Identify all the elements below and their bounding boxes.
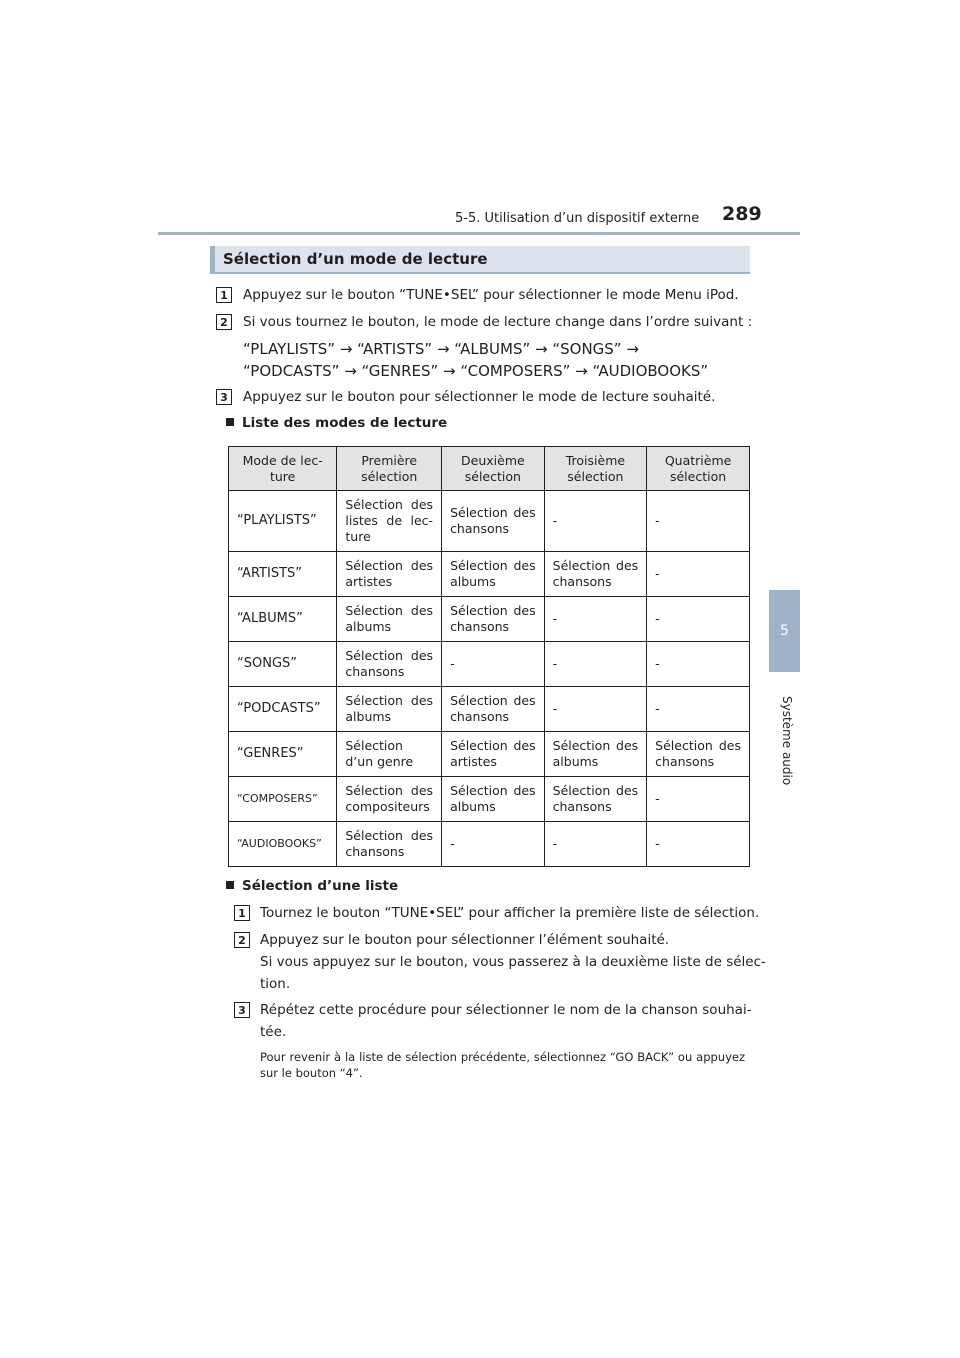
table-header: Deuxième sélection bbox=[442, 447, 545, 491]
table-cell: Sélection des listes de lec-ture bbox=[337, 491, 442, 552]
table-cell: Sélection des chansons bbox=[442, 597, 545, 642]
table-cell: Sélection des artistes bbox=[337, 552, 442, 597]
table-row bbox=[229, 687, 750, 732]
table-cell: “PLAYLISTS” bbox=[229, 491, 337, 552]
table-cell: Sélection des chansons bbox=[544, 552, 647, 597]
bullet-square-icon bbox=[226, 418, 234, 426]
table-cell: - bbox=[647, 597, 750, 642]
section-title: Sélection d’un mode de lecture bbox=[223, 250, 488, 268]
list-step-text-2c: tion. bbox=[260, 976, 291, 992]
table-row bbox=[229, 822, 750, 867]
table-header: Mode de lec-ture bbox=[229, 447, 337, 491]
table-cell: “COMPOSERS” bbox=[229, 777, 337, 822]
table-cell: “ARTISTS” bbox=[229, 552, 337, 597]
table-row bbox=[229, 777, 750, 822]
table-cell: Sélection des albums bbox=[337, 597, 442, 642]
table-cell: “AUDIOBOOKS” bbox=[229, 822, 337, 867]
list-step-text-2b: Si vous appuyez sur le bouton, vous passerez à la deuxième liste de sélec- bbox=[260, 954, 766, 970]
table-row bbox=[229, 552, 750, 597]
section-header-text: 5-5. Utilisation d’un dispositif externe bbox=[455, 211, 700, 226]
step-badge-3: 3 bbox=[234, 1002, 250, 1018]
bullet-square-icon bbox=[226, 881, 234, 889]
page-number: 289 bbox=[722, 203, 762, 225]
table-cell: - bbox=[544, 491, 647, 552]
list-modes-heading-text: Liste des modes de lecture bbox=[242, 415, 448, 431]
chapter-number: 5 bbox=[780, 623, 789, 639]
table-cell: Sélection des albums bbox=[442, 552, 545, 597]
table-cell: “GENRES” bbox=[229, 732, 337, 777]
table-row bbox=[229, 642, 750, 687]
step-badge-2: 2 bbox=[234, 932, 250, 948]
table-cell: Sélection des albums bbox=[337, 687, 442, 732]
table-cell: Sélection des chansons bbox=[442, 687, 545, 732]
table-cell: - bbox=[544, 822, 647, 867]
table-cell: - bbox=[442, 642, 545, 687]
modes-table bbox=[228, 446, 750, 867]
step-text-2: Si vous tournez le bouton, le mode de lecture change dans l’ordre suivant : bbox=[243, 314, 753, 330]
table-header: Troisième sélection bbox=[544, 447, 647, 491]
table-cell: Sélection des artistes bbox=[442, 732, 545, 777]
table-cell: - bbox=[442, 822, 545, 867]
step-badge-1: 1 bbox=[216, 287, 232, 303]
table-cell: “PODCASTS” bbox=[229, 687, 337, 732]
table-header: Première sélection bbox=[337, 447, 442, 491]
mode-order-line-1: “PLAYLISTS” → “ARTISTS” → “ALBUMS” → “SONGS” → bbox=[243, 340, 639, 358]
table-cell: “ALBUMS” bbox=[229, 597, 337, 642]
note-text: Pour revenir à la liste de sélection précédente, sélectionnez “GO BACK” ou appuyez sur le bouton “4”. bbox=[260, 1050, 745, 1080]
chapter-label: Système audio bbox=[780, 696, 794, 786]
table-cell: Sélection des chansons bbox=[544, 777, 647, 822]
table-cell: - bbox=[544, 687, 647, 732]
table-cell: - bbox=[647, 552, 750, 597]
step-badge-1: 1 bbox=[234, 905, 250, 921]
table-cell: Sélection des compositeurs bbox=[337, 777, 442, 822]
table-cell: Sélection des albums bbox=[544, 732, 647, 777]
step-text-1: Appuyez sur le bouton “TUNE•SEL” pour sélectionner le mode Menu iPod. bbox=[243, 287, 739, 303]
step-badge-3: 3 bbox=[216, 389, 232, 405]
table-cell: Sélection d’un genre bbox=[337, 732, 442, 777]
table-cell: Sélection des chansons bbox=[337, 642, 442, 687]
list-select-heading bbox=[226, 878, 398, 894]
table-cell: - bbox=[647, 822, 750, 867]
step-text-3: Appuyez sur le bouton pour sélectionner le mode de lecture souhaité. bbox=[243, 389, 716, 405]
table-cell: Sélection des chansons bbox=[337, 822, 442, 867]
table-row bbox=[229, 491, 750, 552]
list-step-text-3: Répétez cette procédure pour sélectionner le nom de la chanson souhai- bbox=[260, 1002, 752, 1018]
table-row bbox=[229, 597, 750, 642]
table-header-row bbox=[229, 447, 750, 491]
mode-order-line-2: “PODCASTS” → “GENRES” → “COMPOSERS” → “AUDIOBOOKS” bbox=[243, 362, 709, 380]
step-badge-2: 2 bbox=[216, 314, 232, 330]
header-divider bbox=[158, 232, 800, 235]
table-cell: - bbox=[647, 491, 750, 552]
list-step-text-2: Appuyez sur le bouton pour sélectionner l’élément souhaité. bbox=[260, 932, 670, 948]
list-select-heading-text: Sélection d’une liste bbox=[242, 878, 399, 894]
table-cell: - bbox=[647, 777, 750, 822]
table-cell: “SONGS” bbox=[229, 642, 337, 687]
table-header: Quatrième sélection bbox=[647, 447, 750, 491]
table-cell: - bbox=[544, 642, 647, 687]
table-row bbox=[229, 732, 750, 777]
list-step-text-3b: tée. bbox=[260, 1024, 287, 1040]
table-cell: Sélection des chansons bbox=[442, 491, 545, 552]
table-cell: - bbox=[647, 687, 750, 732]
table-cell: - bbox=[544, 597, 647, 642]
list-step-text-1: Tournez le bouton “TUNE•SEL” pour afficher la première liste de sélection. bbox=[260, 905, 760, 921]
table-cell: Sélection des albums bbox=[442, 777, 545, 822]
list-modes-heading bbox=[226, 415, 447, 431]
table-cell: - bbox=[647, 642, 750, 687]
chapter-tab bbox=[769, 590, 800, 672]
section-title-bar bbox=[210, 246, 750, 274]
table-cell: Sélection des chansons bbox=[647, 732, 750, 777]
